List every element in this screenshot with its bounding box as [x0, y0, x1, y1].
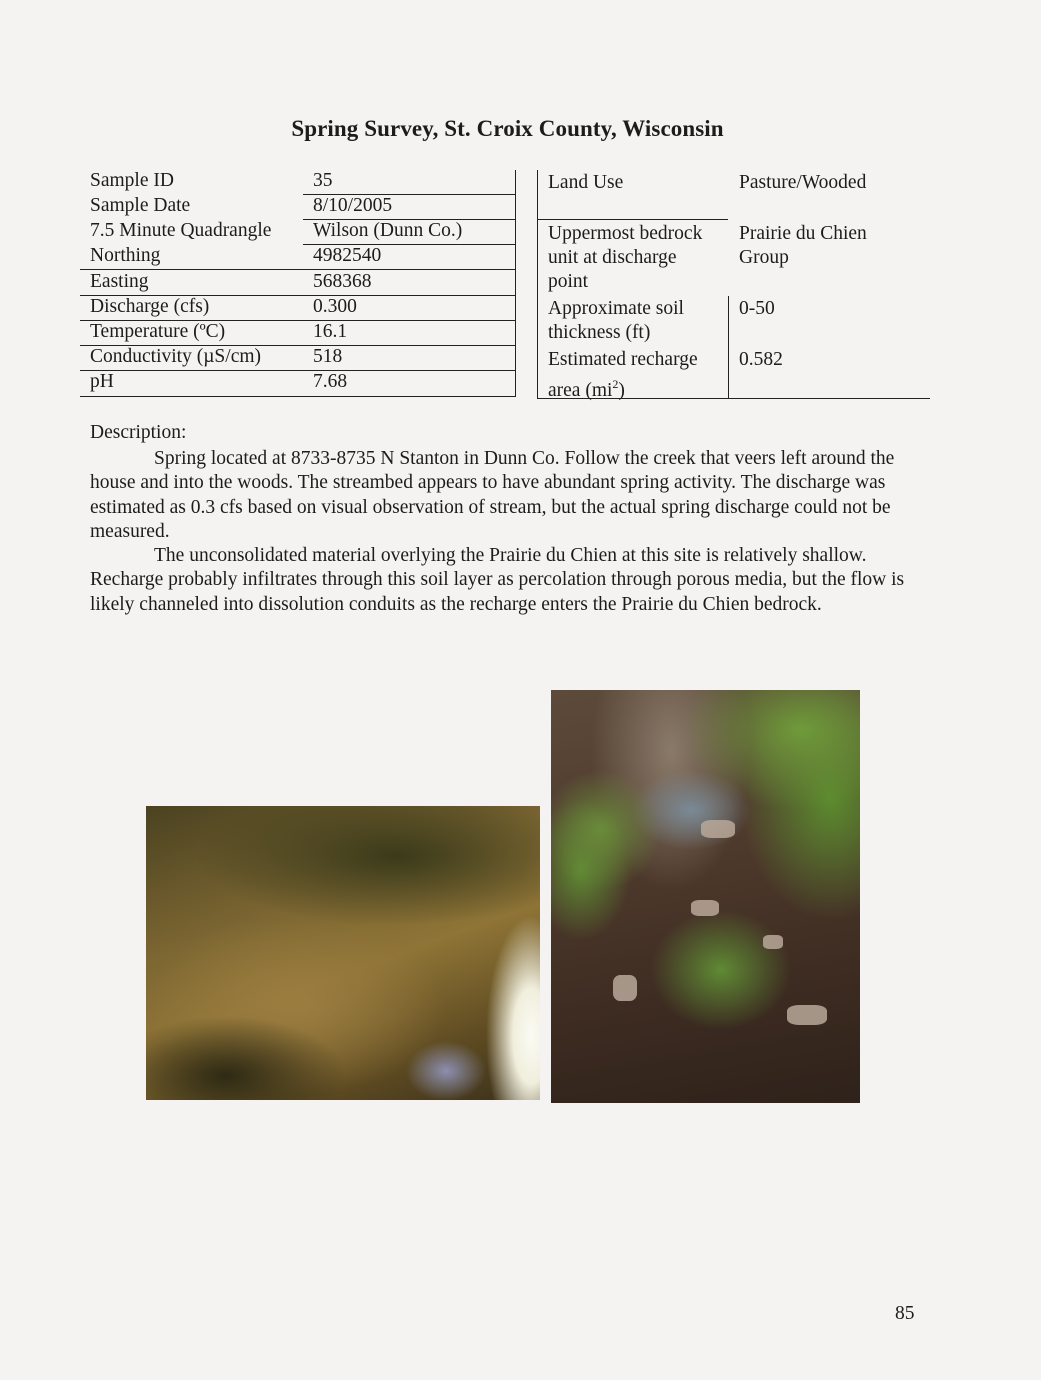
table-rule	[537, 398, 930, 399]
table-rule	[80, 320, 515, 321]
bedrock-label: point	[548, 271, 589, 292]
row-value: 4982540	[313, 245, 382, 266]
land-use-label: Land Use	[548, 172, 624, 193]
table-rule	[728, 296, 729, 398]
row-label: Northing	[90, 245, 161, 266]
row-value: 35	[313, 170, 333, 191]
row-label: Sample ID	[90, 170, 174, 191]
superscript: 2	[612, 377, 619, 391]
rock-shape	[701, 820, 735, 838]
row-label: Temperature (ºC)	[90, 321, 226, 342]
table-rule	[80, 269, 515, 270]
table-rule	[515, 170, 516, 397]
description-paragraph: Spring located at 8733-8735 N Stanton in Dunn Co. Follow the creek that veers left around the house and into the woods. The streambed appears to have abundant spring activity. The discharge was estimated as 0.3 cfs based on visual observation of stream, but the actual spring discharge could not be measured.	[90, 448, 895, 542]
row-value: 16.1	[313, 321, 348, 342]
rock-shape	[613, 975, 637, 1001]
rock-shape	[691, 900, 719, 916]
row-label: Easting	[90, 271, 149, 292]
row-label: Discharge (cfs)	[90, 296, 210, 317]
row-label: 7.5 Minute Quadrangle	[90, 220, 272, 241]
soil-label: thickness (ft)	[548, 322, 651, 343]
spring-photo-streambed	[146, 806, 540, 1100]
table-rule	[80, 345, 515, 346]
recharge-label-2: area $(mi^2)$	[548, 377, 625, 401]
page-title: Spring Survey, St. Croix County, Wisconsin	[291, 116, 724, 141]
row-value: 0.300	[313, 296, 357, 317]
row-value: Wilson (Dunn Co.)	[313, 220, 463, 241]
row-value: 568368	[313, 271, 372, 292]
table-rule	[303, 244, 515, 245]
description-paragraph: The unconsolidated material overlying the Prairie du Chien at this site is relatively shallow. Recharge probably infiltrates through this soil layer as percolation through porous media, but the flow is likely channeled into dissolution conduits as the recharge enters the Prairie du Chien bedrock.	[90, 545, 905, 615]
row-label: pH	[90, 371, 114, 392]
rock-shape	[763, 935, 783, 949]
row-value: 8/10/2005	[313, 195, 393, 216]
soil-value: 0-50	[739, 298, 775, 319]
table-rule	[80, 370, 515, 371]
rock-shape	[787, 1005, 827, 1025]
bedrock-value: Group	[739, 247, 789, 268]
table-rule	[80, 295, 515, 296]
table-rule	[303, 194, 515, 195]
table-rule	[303, 219, 515, 220]
table-rule	[537, 170, 538, 398]
land-use-value: Pasture/Wooded	[739, 172, 867, 193]
row-label: Sample Date	[90, 195, 191, 216]
table-rule	[537, 219, 728, 220]
page-number: 85	[895, 1303, 915, 1324]
row-value: 518	[313, 346, 343, 367]
table-rule	[80, 396, 515, 397]
spring-photo-creek	[551, 690, 860, 1103]
row-label: Conductivity (µS/cm)	[90, 346, 262, 367]
bedrock-value: Prairie du Chien	[739, 223, 867, 244]
soil-label: Approximate soil	[548, 298, 684, 319]
recharge-value: 0.582	[739, 349, 783, 370]
row-value: 7.68	[313, 371, 348, 392]
description-label: Description:	[90, 422, 187, 443]
bedrock-label: Uppermost bedrock	[548, 223, 703, 244]
recharge-label: Estimated recharge	[548, 349, 698, 370]
bedrock-label: unit at discharge	[548, 247, 677, 268]
